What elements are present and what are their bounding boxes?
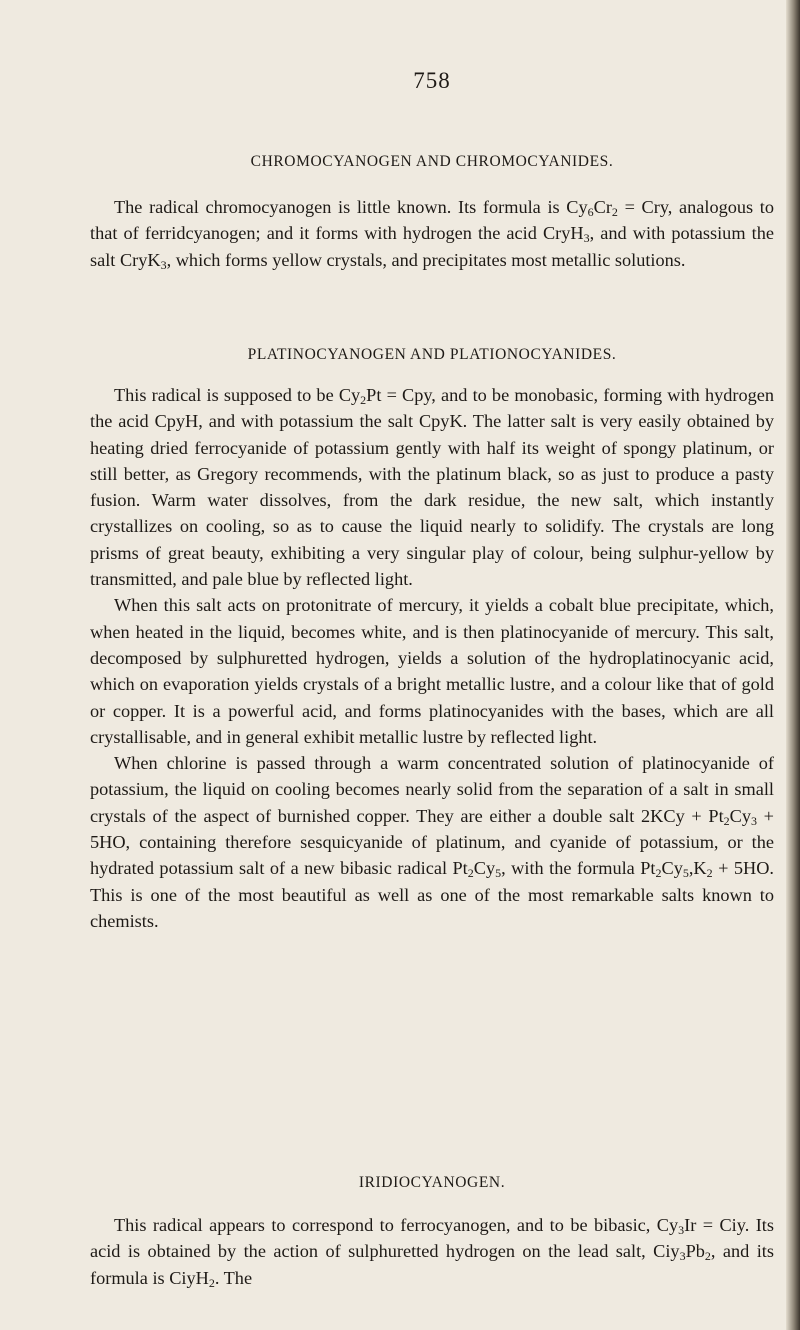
section-heading-platinocyanogen: PLATINOCYANOGEN AND PLATIONOCYANIDES. [247,346,617,363]
page-edge-shadow [786,0,800,1330]
section-heading-iridiocyanogen: IRIDIOCYANOGEN. [358,1174,506,1191]
section-body-chromocyanogen [90,194,774,273]
section-body-platinocyanogen [90,382,774,934]
paragraph: When this salt acts on protonitrate of mercury, it yields a cobalt blue precipitate, which, when heated in the liquid, becomes white, and is then platinocyanide of mercury. This salt, decomposed by sulphuretted hydrogen, yields a solution of the hydroplatinocyanic acid, which on evaporation yields crystals of a bright metallic lustre, and a colour like that of gold or copper. It is a powerful acid, and forms platinocyanides with the bases, which are all crystallisable, and in general exhibit metallic lustre by reflected light. [90,595,774,747]
paragraph: This radical is supposed to be $Cy_2Pt$ = Cpy, and to be monobasic, forming with hydrogen the acid CpyH, and with potassium the salt CpyK. The latter salt is very easily obtained by heating dried ferrocyanide of potassium gently with half its weight of spongy platinum, or still better, as Gregory recommends, with the platinum black, so as just to produce a pasty fusion. Warm water dissolves, from the dark residue, the new salt, which instantly crystallizes on cooling, so as to cause the liquid nearly to solidify. The crystals are long prisms of great beauty, exhibiting a very singular play of colour, being sulphur-yellow by transmitted, and pale blue by reflected light. [90,385,774,590]
section-body-iridiocyanogen [90,1212,774,1291]
paragraph: The radical chromocyanogen is little known. Its formula is $Cy_6Cr_2$ = Cry, analogous to that of ferridcyanogen; and it forms with hydrogen the acid CryH$_3$, and with potassium the salt CryK$_3$, which forms yellow crystals, and precipitates most metallic solutions. [90,197,774,272]
section-heading-chromocyanogen: CHROMOCYANOGEN AND CHROMOCYANIDES. [250,153,614,170]
paragraph: When chlorine is passed through a warm concentrated solution of platinocyanide of potassium, the liquid on cooling becomes nearly solid from the separation of a salt in small crystals of the aspect of burnished copper. They are either a double salt $2KCy + Pt_2Cy_3 + 5HO$, containing therefore sesquicyanide of platinum, and cyanide of potassium, or the hydrated potassium salt of a new bibasic radical $Pt_2Cy_5$, with the formula $Pt_2Cy_5,K_2 + 5HO$. This is one of the most beautiful as well as one of the most remarkable salts known to chemists. [90,753,774,931]
paragraph: This radical appears to correspond to ferrocyanogen, and to be bibasic, $Cy_3Ir$ = Ciy. Its acid is obtained by the action of sulphuretted hydrogen on the lead salt, $Ciy_3Pb_2$, and its formula is CiyH$_2$. The [90,1215,774,1290]
page-number: 758 [413,68,451,93]
